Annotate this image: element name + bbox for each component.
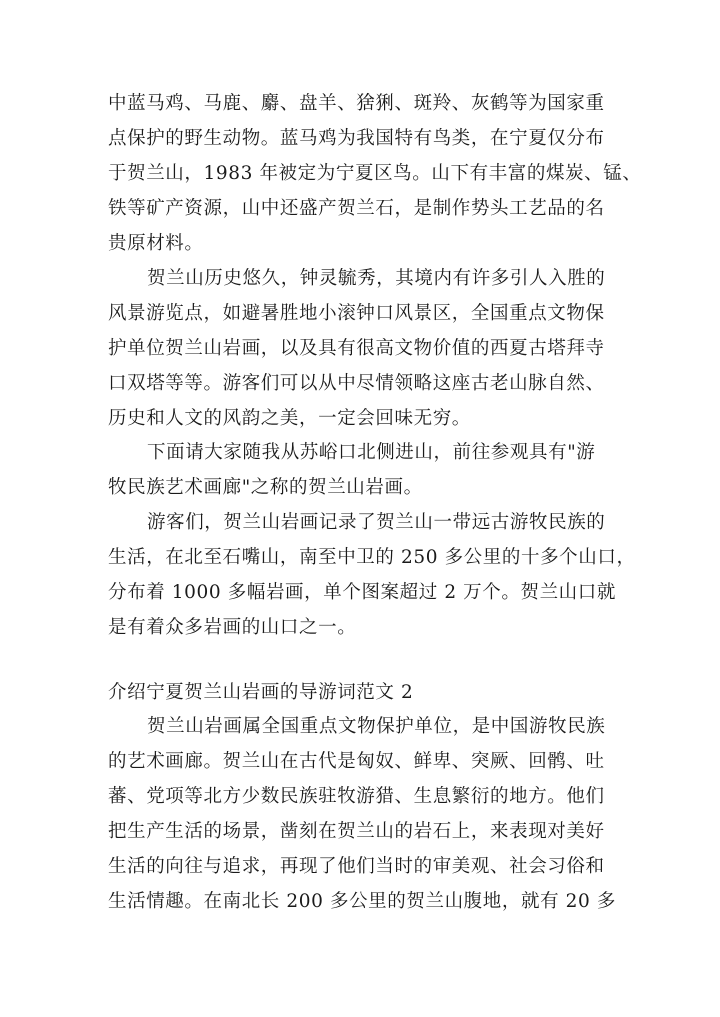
text-line: 蕃、党项等北方少数民族驻牧游猎、生息繁衍的地方。他们	[108, 786, 605, 807]
text-line: 生活，在北至石嘴山，南至中卫的 250 多公里的十多个山口，	[108, 547, 636, 568]
text-line: 于贺兰山，1983 年被定为宁夏区鸟。山下有丰富的煤炭、锰、	[108, 163, 642, 184]
text-line: 把生产生活的场景，凿刻在贺兰山的岩石上，来表现对美好	[108, 821, 605, 842]
text-line: 中蓝马鸡、马鹿、麝、盘羊、猞猁、斑羚、灰鹤等为国家重	[108, 93, 605, 114]
text-line: 贺兰山历史悠久，钟灵毓秀，其境内有许多引人入胜的	[147, 268, 606, 289]
text-line: 护单位贺兰山岩画，以及具有很高文物价值的西夏古塔拜寺	[108, 338, 605, 359]
text-line: 生活的向往与追求，再现了他们当时的审美观、社会习俗和	[108, 856, 605, 877]
text-line: 口双塔等等。游客们可以从中尽情领略这座古老山脉自然、	[108, 373, 605, 394]
text-line: 贵原材料。	[108, 233, 204, 254]
text-line: 点保护的野生动物。蓝马鸡为我国特有鸟类，在宁夏仅分布	[108, 128, 605, 149]
text-line: 风景游览点，如避暑胜地小滚钟口风景区，全国重点文物保	[108, 303, 605, 324]
text-line: 是有着众多岩画的山口之一。	[108, 617, 357, 638]
text-line: 铁等矿产资源，山中还盛产贺兰石，是制作势头工艺品的名	[108, 198, 605, 219]
text-line: 下面请大家随我从苏峪口北侧进山，前往参观具有"游	[147, 442, 596, 463]
text-line: 生活情趣。在南北长 200 多公里的贺兰山腹地，就有 20 多	[108, 891, 616, 912]
text-line: 牧民族艺术画廊"之称的贺兰山岩画。	[108, 477, 423, 498]
text-line: 分布着 1000 多幅岩画，单个图案超过 2 万个。贺兰山口就	[108, 582, 616, 603]
text-line: 历史和人文的风韵之美，一定会回味无穷。	[108, 408, 471, 429]
text-line: 游客们，贺兰山岩画记录了贺兰山一带远古游牧民族的	[147, 512, 606, 533]
section-heading: 介绍宁夏贺兰山岩画的导游词范文 2	[108, 682, 414, 703]
text-line: 的艺术画廊。贺兰山在古代是匈奴、鲜卑、突厥、回鹘、吐	[108, 751, 605, 772]
text-line: 贺兰山岩画属全国重点文物保护单位，是中国游牧民族	[147, 716, 606, 737]
